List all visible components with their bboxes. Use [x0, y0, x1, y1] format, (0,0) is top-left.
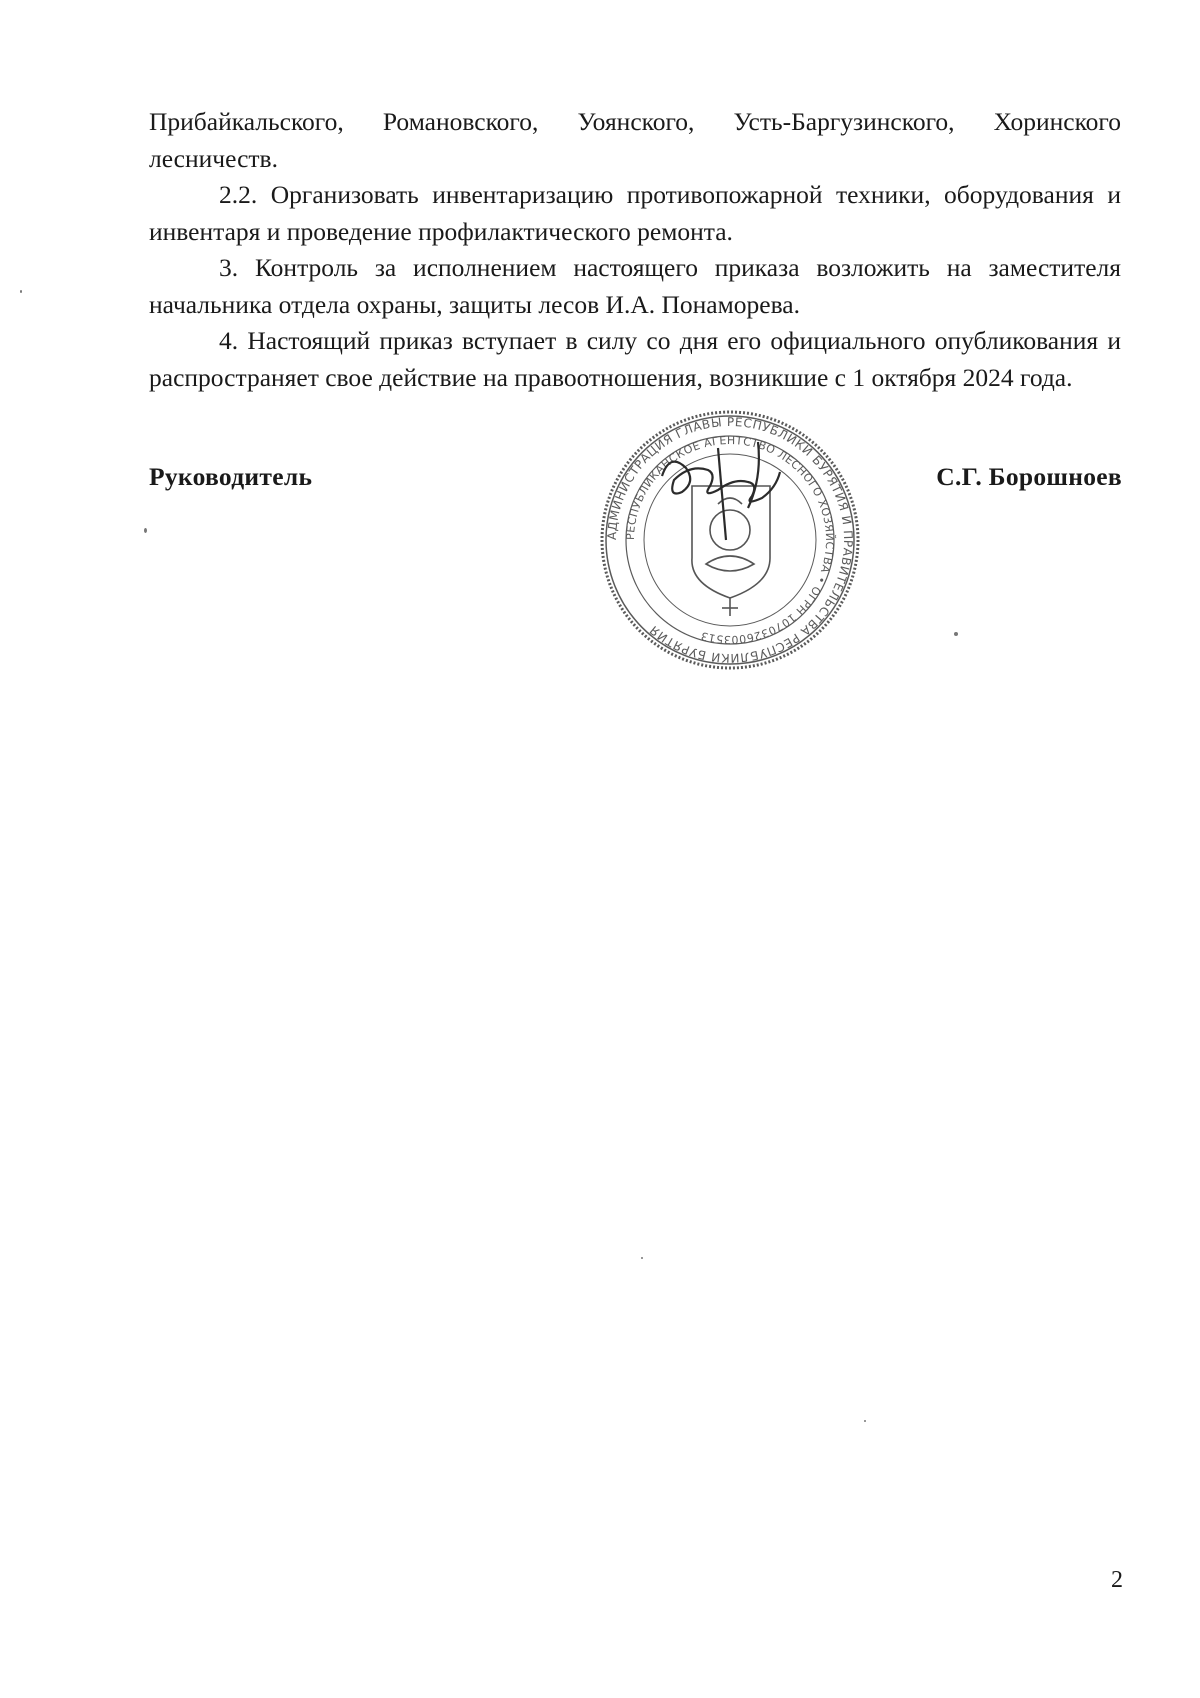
signature-role: Руководитель: [149, 462, 313, 491]
scan-speck: [20, 290, 22, 293]
page-number: 2: [1111, 1567, 1123, 1593]
paragraph-3: 3. Контроль за исполнением настоящего приказа возложить на заместителя начальника отдела охраны, защиты лесов И.А. Понаморева.: [149, 253, 1121, 319]
paragraph-4: 4. Настоящий приказ вступает в силу со дня его официального опубликования и распространяет свое действие на правоотношения, возникшие с 1 октября 2024 года.: [149, 326, 1121, 392]
paragraph-2-2: 2.2. Организовать инвентаризацию противопожарной техники, оборудования и инвентаря и проведение профилактического ремонта.: [149, 180, 1121, 246]
coat-of-arms-emblem: [692, 486, 770, 616]
scan-speck: [954, 632, 958, 636]
paragraph-forestries: Прибайкальского, Романовского, Уоянского, Усть-Баргузинского, Хоринского лесничеств.: [149, 107, 1121, 173]
document-body: [149, 104, 1121, 396]
scan-speck: [641, 1257, 643, 1259]
official-seal-stamp: [598, 408, 862, 672]
seal-inner-text: РЕСПУБЛИКАНСКОЕ АГЕНТСТВО ЛЕСНОГО ХОЗЯЙСТВА • ОГРН 1070326003513: [623, 433, 837, 647]
seal-outer-text: АДМИНИСТРАЦИЯ ГЛАВЫ РЕСПУБЛИКИ БУРЯТИЯ И ПРАВИТЕЛЬСТВА РЕСПУБЛИКИ БУРЯТИЯ: [604, 414, 856, 666]
scan-speck: [864, 1420, 866, 1422]
scan-speck: [144, 528, 147, 533]
signature-name: С.Г. Борошноев: [936, 462, 1122, 491]
